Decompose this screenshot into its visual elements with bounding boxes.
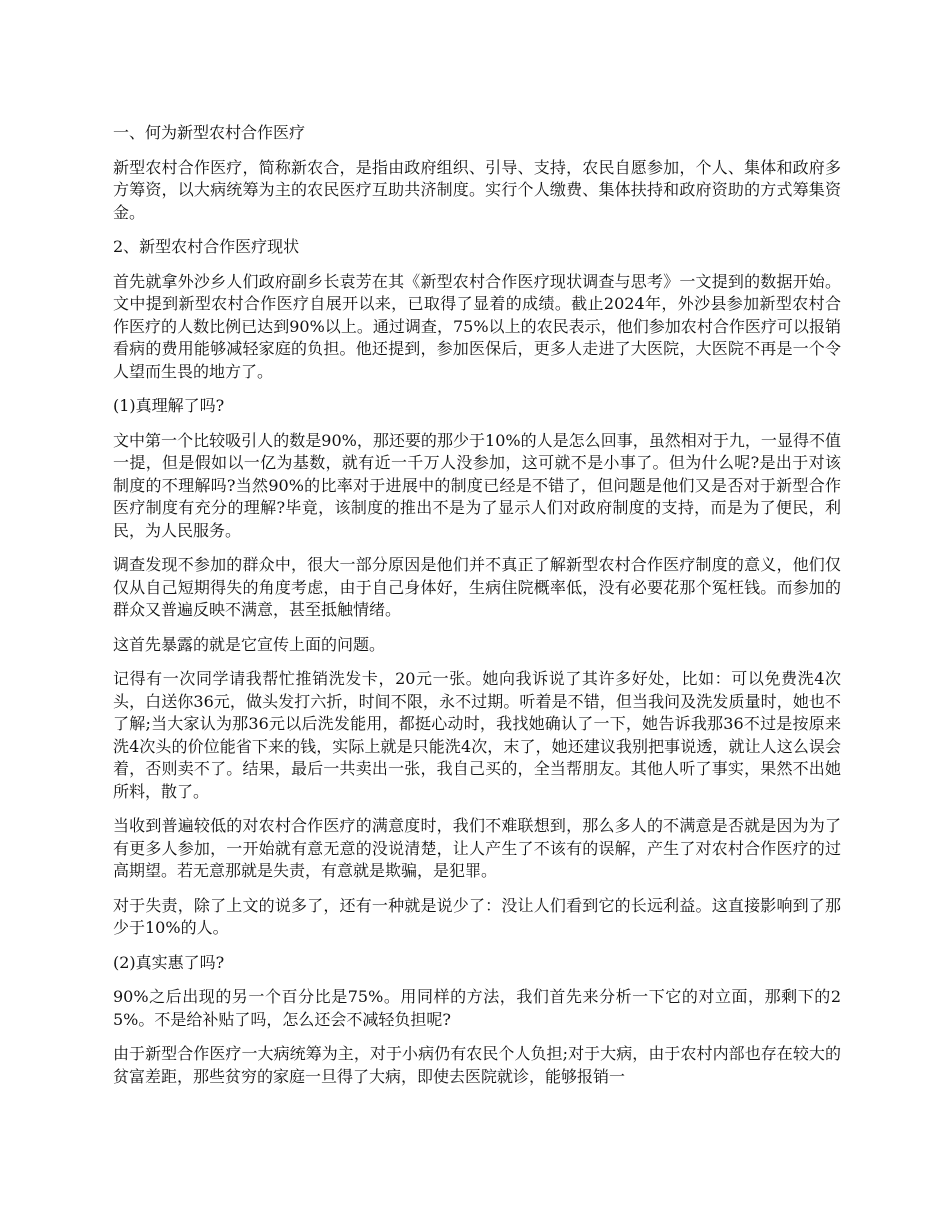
document-body (113, 122, 841, 1100)
paragraph-seventy-five-percent: 90%之后出现的另一个百分比是75%。用同样的方法，我们首先来分析一下它的对立面，那剩下的25%。不是给补贴了吗，怎么还会不减轻负担呢? (113, 987, 841, 1029)
paragraph-anecdote: 记得有一次同学请我帮忙推销洗发卡，20元一张。她向我诉说了其许多好处，比如：可以免费洗4次头，白送你36元，做头发打六折，时间不限，永不过期。听着是不错，但当我问及洗发质量时，她也不了解;当大家认为那36元以后洗发能用，都挺心动时，我找她确认了一下，她告诉我那36不过是按原来洗4次头的价位能省下来的钱，实际上就是只能洗4次，末了，她还建议我别把事说透，就让人这么误会着，否则卖不了。结果，最后一共卖出一张，我自己买的，全当帮朋友。其他人听了事实，果然不出她所料，散了。 (113, 669, 841, 801)
section-heading-2: 2、新型农村合作医疗现状 (113, 237, 300, 256)
paragraph-publicity: 这首先暴露的就是它宣传上面的问题。 (113, 634, 386, 654)
paragraph-major-illness: 由于新型合作医疗一大病统筹为主，对于小病仍有农民个人负担;对于大病，由于农村内部也存在较大的贫富差距，那些贫穷的家庭一旦得了大病，即使去医院就诊，能够报销一 (113, 1044, 841, 1086)
paragraph-definition: 新型农村合作医疗，简称新农合，是指由政府组织、引导、支持，农民自愿参加，个人、集体和政府多方筹资，以大病统筹为主的农民医疗互助共济制度。实行个人缴费、集体扶持和政府资助的方式筹集资金。 (113, 157, 841, 222)
paragraph-survey: 调查发现不参加的群众中，很大一部分原因是他们并不真正了解新型农村合作医疗制度的意义，他们仅仅从自己短期得失的角度考虑，由于自己身体好，生病住院概率低，没有必要花那个冤枉钱。而参加的群众又普遍反映不满意，甚至抵触情绪。 (113, 555, 841, 619)
subheading-benefit: (2)真实惠了吗? (113, 952, 225, 972)
subheading-understanding: (1)真理解了吗? (113, 396, 225, 415)
paragraph-ninety-percent: 文中第一个比较吸引人的数是90%，那还要的那少于10%的人是怎么回事，虽然相对于九，一显得不值一提，但是假如以一亿为基数，就有近一千万人没参加，这可就不是小事了。但为什么呢?是出于对该制度的不理解吗?当然90%的比率对于进展中的制度已经是不错了，但问题是他们又是否对于新型合作医疗制度有充分的理解?毕竟，该制度的推出不是为了显示人们对政府制度的支持，而是为了便民，利民，为人民服务。 (113, 430, 841, 540)
paragraph-responsibility: 对于失责，除了上文的说多了，还有一种就是说少了：没让人们看到它的长远利益。这直接影响到了那少于10%的人。 (113, 895, 841, 937)
section-heading-1: 一、何为新型农村合作医疗 (113, 123, 306, 142)
paragraph-status: 首先就拿外沙乡人们政府副乡长袁芳在其《新型农村合作医疗现状调查与思考》一文提到的数据开始。文中提到新型农村合作医疗自展开以来，已取得了显着的成绩。截止2024年，外沙县参加新型农村合作医疗的人数比例已达到90%以上。通过调查，75%以上的农民表示，他们参加农村合作医疗可以报销看病的费用能够减轻家庭的负担。他还提到，参加医保后，更多人走进了大医院，大医院不再是一个令人望而生畏的地方了。 (113, 271, 841, 381)
paragraph-satisfaction: 当收到普遍较低的对农村合作医疗的满意度时，我们不难联想到，那么多人的不满意是否就是因为为了有更多人参加，一开始就有意无意的没说清楚，让人产生了不该有的误解，产生了对农村合作医疗的过高期望。若无意那就是失责，有意就是欺骗，是犯罪。 (113, 816, 841, 880)
